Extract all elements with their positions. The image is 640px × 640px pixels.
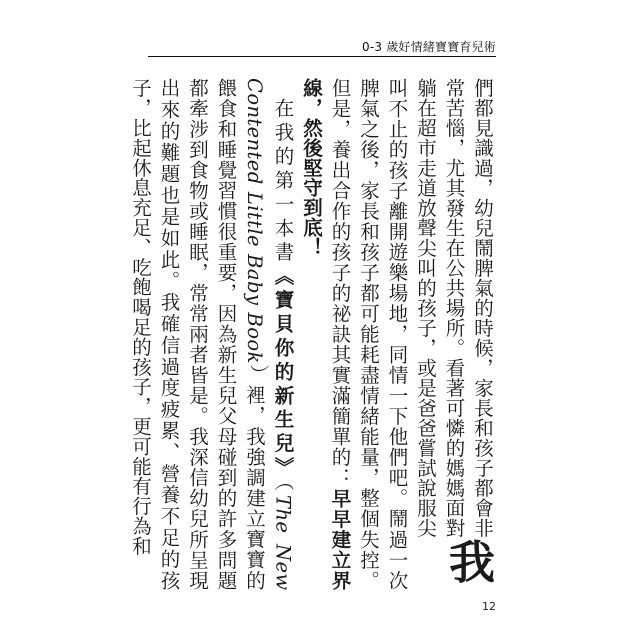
drop-cap: 我 [442, 537, 496, 584]
book-title: 《寶貝你的新生兒》 [271, 265, 295, 481]
paragraph-2 [126, 78, 297, 590]
paragraph-1-text: 們都見識過，幼兒鬧脾氣的時候，家長和孩子都會非常苦惱，尤其發生在公共場所。看著可憐的媽媽面對躺在超市走道放聲尖叫的孩子，或是爸爸嘗試說服尖叫不止的孩子離開遊樂場地，同情一下他們吧。鬧過一次脾氣之後，家長和孩子都可能耗盡情緒能量，整個失控。但是，養出合作的孩子的祕訣其實滿簡單的： [328, 78, 494, 590]
paragraph-1 [297, 78, 497, 590]
paragraph-1-emphasis: 早早建立界線，然後堅守到底！ [300, 78, 352, 591]
book-page [129, 0, 496, 640]
book-title-english: （The New Contented Little Baby Book） [243, 78, 295, 590]
running-header-title: 0-3 歲好情緒寶寶育兒術 [361, 40, 496, 54]
paragraph-2-lead: 在我的第一本書 [271, 97, 295, 266]
paragraph-2-text: 裡，我強調建立寶寶的餵食和睡覺習慣很重要，因為新生兒父母碰到的許多問題都牽涉到食物或睡眠，常常兩者皆是。我深信幼兒所呈現出來的難題也是如此。我確信過度疲累、營養不足的孩子，比起休息充足、吃飽喝足的孩子，更可能有行為和 [129, 78, 266, 591]
page-number: 12 [482, 600, 496, 613]
vertical-body-text [129, 78, 496, 591]
header-rule [148, 56, 496, 57]
